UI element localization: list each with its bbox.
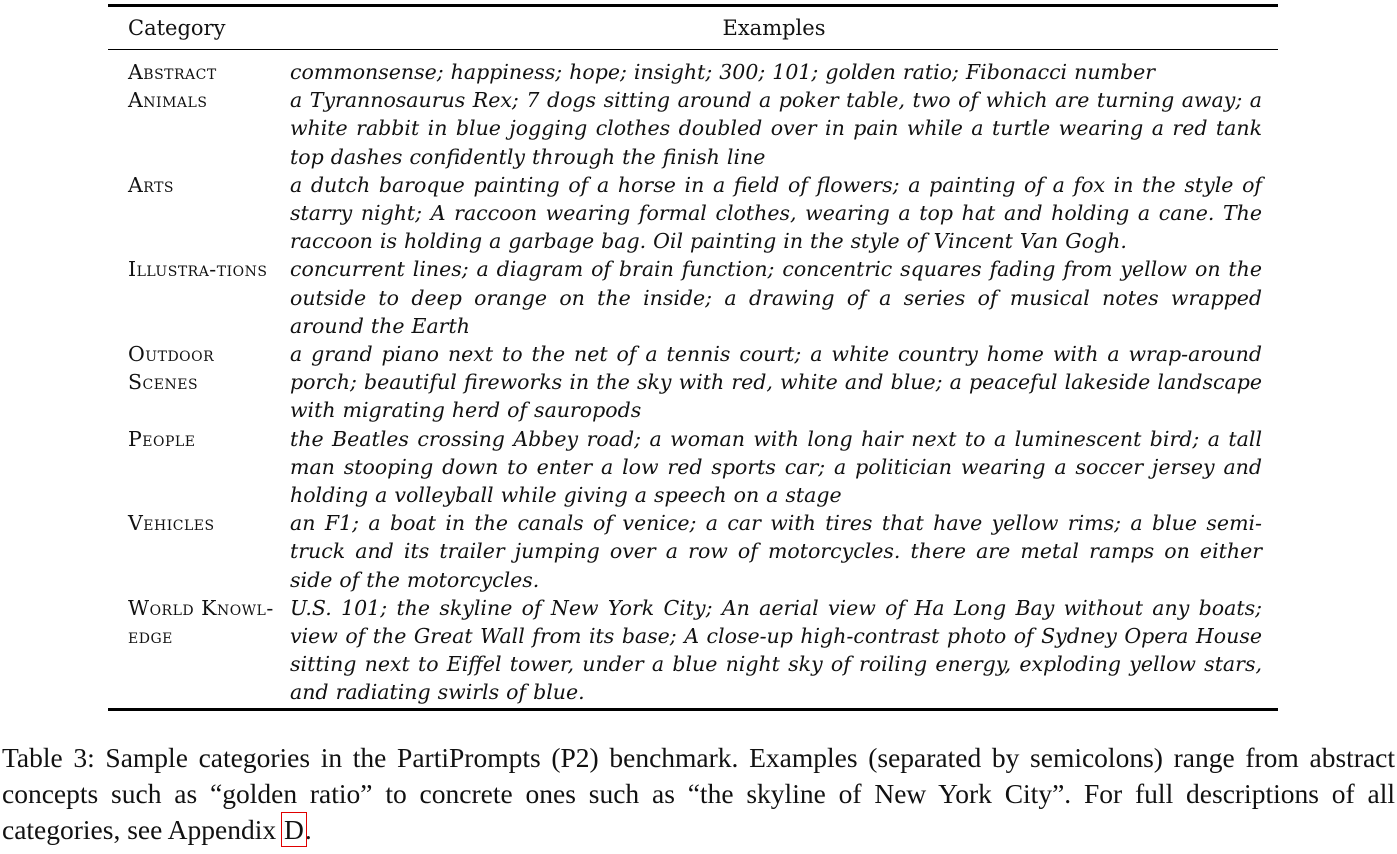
category-cell: Illustra-tions — [128, 257, 268, 282]
category-cell: Abstract — [128, 60, 217, 84]
header-category: Category — [128, 16, 226, 40]
examples-cell: the Beatles crossing Abbey road; a woman with long hair next to a luminescent bird; a tall man stooping down to enter a low red sports car; a politician wearing a soccer jersey and holding a volleyball while giving a speech on a stage — [290, 426, 1262, 508]
category-cell: World Knowl-edge — [128, 595, 274, 649]
header-examples: Examples — [722, 16, 826, 40]
table-row — [108, 255, 1278, 340]
table-row — [108, 425, 1278, 510]
examples-cell: commonsense; happiness; hope; insight; 300; 101; golden ratio; Fibonacci number — [290, 60, 1156, 84]
category-cell: Arts — [128, 172, 175, 197]
examples-cell: a Tyrannosaurus Rex; 7 dogs sitting around a poker table, two of which are turning away; a white rabbit in blue jogging clothes doubled over in pain while a turtle wearing a red tank top dashes confidently through the finish line — [290, 88, 1262, 169]
table-bottom-rule — [108, 708, 1278, 711]
table-row — [108, 171, 1278, 256]
category-cell: Outdoor Scenes — [128, 342, 215, 395]
examples-cell: a dutch baroque painting of a horse in a field of flowers; a painting of a fox in the style of starry night; A raccoon wearing formal clothes, wearing a top hat and holding a cane. The raccoon is holding a garbage bag. Oil painting in the style of Vincent Van Gogh. — [290, 172, 1262, 254]
table-row — [108, 509, 1278, 594]
caption-end: . — [304, 814, 312, 845]
table-row — [108, 58, 1278, 86]
examples-cell: U.S. 101; the skyline of New York City; An aerial view of Ha Long Bay without any boats; view of the Great Wall from its base; A close-up high-contrast photo of Sydney Opera House sitting next to Eiffel tower, under a blue night sky of roiling energy, exploding yellow stars, and radiating swirls of blue. — [290, 595, 1262, 705]
examples-cell: a grand piano next to the net of a tennis court; a white country home with a wrap-around porch; beautiful fireworks in the sky with red, white and blue; a peaceful lakeside landscape with migrating herd of sauropods — [290, 342, 1262, 423]
examples-cell: concurrent lines; a diagram of brain function; concentric squares fading from yellow on the outside to deep orange on the inside; a drawing of a series of musical notes wrapped around the Earth — [290, 257, 1262, 338]
table-header-row — [108, 7, 1278, 49]
examples-cell: an F1; a boat in the canals of venice; a car with tires that have yellow rims; a blue semi-truck and its trailer jumping over a row of motorcycles. there are metal ramps on either side of the motorcycles. — [290, 511, 1262, 592]
table-row — [108, 86, 1278, 171]
categories-table — [108, 4, 1278, 707]
category-cell: Vehicles — [128, 511, 215, 536]
category-cell: People — [128, 426, 196, 451]
table-caption — [2, 740, 1395, 848]
appendix-d-link[interactable]: D — [284, 814, 304, 845]
table-body — [108, 50, 1278, 707]
category-cell: Animals — [128, 88, 208, 113]
table-row — [108, 594, 1278, 707]
caption-text: Table 3: Sample categories in the PartiPrompts (P2) benchmark. Examples (separated by semicolons) range from abstract concepts such as “golden ratio” to concrete ones such as “the skyline of New York City”. For full descriptions of all categories, see Appendix — [2, 742, 1395, 845]
table-row — [108, 340, 1278, 425]
